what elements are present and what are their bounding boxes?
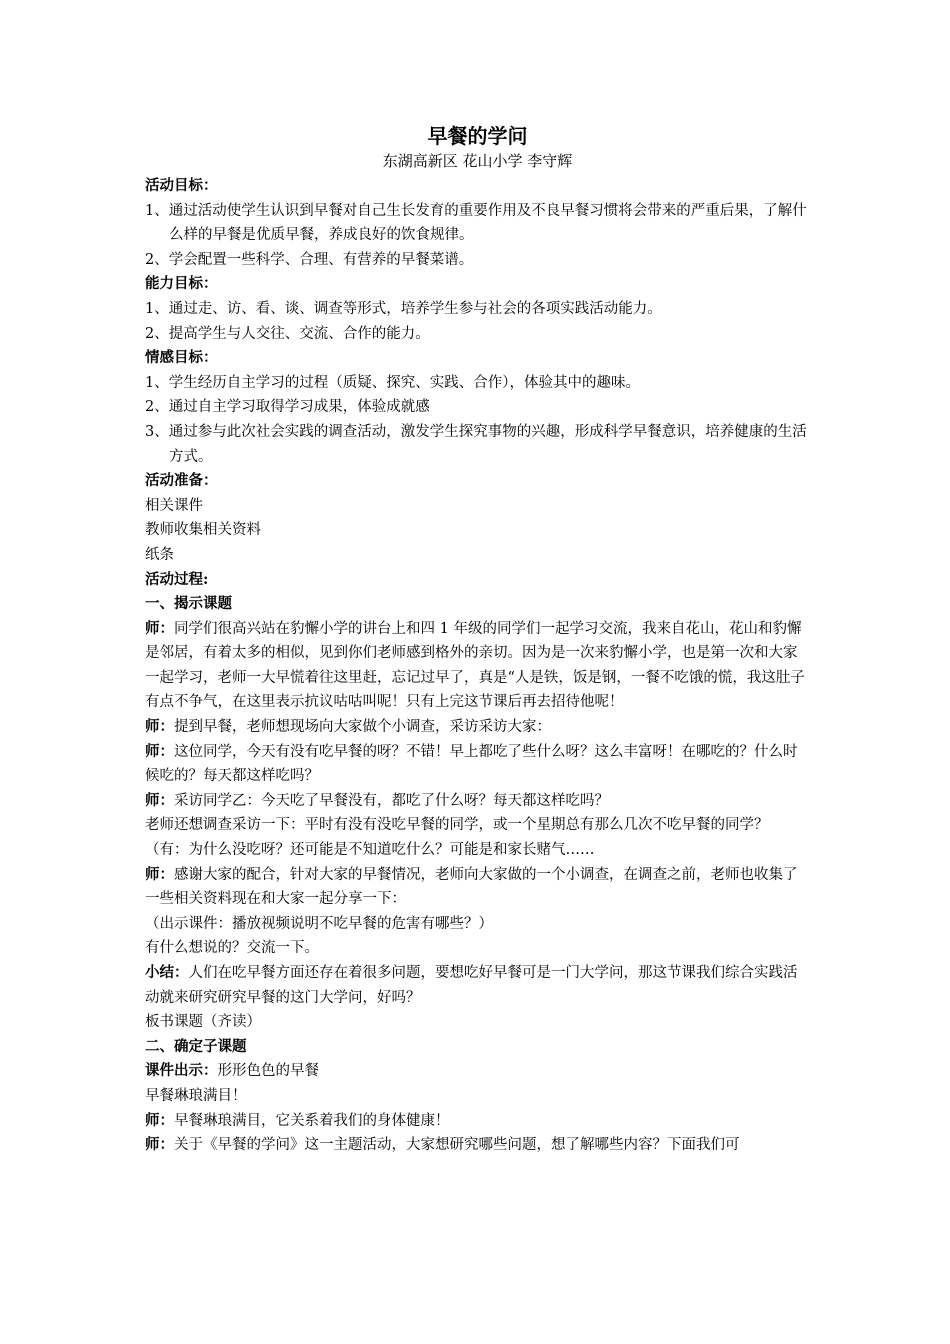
list-item: 2、通过自主学习取得学习成果，体验成就感 [145, 399, 430, 416]
heading-process: 活动过程: [145, 570, 209, 588]
paragraph [145, 715, 810, 740]
paragraph-text: 早餐琳琅满目，它关系着我们的身体健康！ [174, 1112, 450, 1129]
speaker-label: 师： [145, 1136, 174, 1154]
document-author: 东湖高新区 花山小学 李守辉 [382, 152, 573, 170]
list-item: 2、提高学生与人交往、交流、合作的能力。 [145, 325, 430, 342]
paragraph [145, 617, 810, 715]
paragraph [145, 961, 810, 1010]
list-item: 1、通过走、访、看、谈、调查等形式，培养学生参与社会的各项实践活动能力。 [145, 300, 662, 317]
paragraph [145, 863, 810, 912]
paragraph-text: 同学们很高兴站在豹懈小学的讲台上和四 1 年级的同学们一起学习交流，我来自花山，花山和豹懈是邻居，有着太多的相似，见到你们老师感到格外的亲切。因为是一次来豹懈小学，也是第一次和大家一起学习，老师一大早慌着往这里赶，忘记过早了，真是“人是铁，饭是钢，一餐不吃饿的慌，我这肚子有点不争气，在这里表示抗议咕咕叫呢！只有上完这节课后再去招待他呢！ [145, 620, 805, 711]
paragraph-text: 这位同学，今天有没有吃早餐的呀？不错！早上都吃了些什么呀？这么丰富呀！在哪吃的？什么时候吃的？每天都这样吃吗？ [145, 743, 798, 785]
speaker-label: 师： [145, 791, 174, 809]
paragraph-text: 人们在吃早餐方面还存在着很多问题，要想吃好早餐可是一门大学问，那这节课我们综合实践活动就来研究研究早餐的这门大学问，好吗？ [145, 965, 798, 1006]
paragraph [145, 1059, 810, 1084]
paragraph-text: 采访同学乙：今天吃了早餐没有，都吃了什么呀？每天都这样吃吗？ [174, 792, 609, 809]
paragraph: 教师收集相关资料 [145, 522, 261, 539]
paragraph: （出示课件：播放视频说明不吃早餐的危害有哪些？） [145, 915, 493, 932]
paragraph: 相关课件 [145, 497, 203, 514]
list-item: 2、学会配置一些科学、合理、有营养的早餐菜谱。 [145, 251, 474, 268]
paragraph: （有：为什么没吃呀？还可能是不知道吃什么？可能是和家长赌气…… [145, 842, 595, 859]
paragraph: 老师还想调查采访一下：平时有没有没吃早餐的同学，或一个星期总有那么几次不吃早餐的同学？ [145, 817, 769, 834]
list-item: 1、学生经历自主学习的过程（质疑、探究、实践、合作），体验其中的趣味。 [145, 374, 640, 391]
paragraph-text: 关于《早餐的学问》这一主题活动，大家想研究哪些问题，想了解哪些内容？下面我们可 [174, 1137, 740, 1154]
paragraph [145, 740, 810, 789]
summary-label: 小结： [145, 964, 189, 981]
heading-preparation: 活动准备： [145, 472, 218, 490]
speaker-label: 师： [145, 742, 174, 760]
heading-emotion-goal: 情感目标： [145, 349, 218, 367]
document-page [145, 122, 810, 1158]
speaker-label: 师： [145, 718, 174, 736]
heading-activity-goal: 活动目标： [145, 177, 218, 194]
heading-section-2: 二、确定子课题 [145, 1037, 247, 1055]
heading-ability-goal: 能力目标： [145, 275, 218, 293]
paragraph [145, 1109, 810, 1134]
speaker-label: 师： [145, 619, 174, 637]
paragraph-text: 提到早餐，老师想现场向大家做个小调查，采访采访大家： [174, 719, 551, 736]
list-item: 3、通过参与此次社会实践的调查活动，激发学生探究事物的兴趣，形成科学早餐意识，培养健康的生活方式。 [145, 423, 807, 465]
list-item: 1、通过活动使学生认识到早餐对自己生长发育的重要作用及不良早餐习惯将会带来的严重后果，了解什么样的早餐是优质早餐，养成良好的饮食规律。 [145, 202, 807, 244]
paragraph-text: 感谢大家的配合，针对大家的早餐情况，老师向大家做的一个小调查，在调查之前，老师也收集了一些相关资料现在和大家一起分享一下： [145, 866, 798, 908]
speaker-label: 师： [145, 865, 174, 883]
paragraph [145, 789, 810, 814]
paragraph: 板书课题（齐读） [145, 1014, 261, 1031]
paragraph: 纸条 [145, 546, 174, 563]
paragraph-text: 形形色色的早餐 [217, 1063, 319, 1080]
paragraph: 有什么想说的？交流一下。 [145, 940, 319, 957]
speaker-label: 师： [145, 1111, 174, 1129]
paragraph [145, 1133, 810, 1158]
paragraph: 早餐琳琅满目！ [145, 1087, 247, 1104]
courseware-label: 课件出示： [145, 1062, 218, 1080]
document-title: 早餐的学问 [427, 124, 528, 148]
heading-section-1: 一、揭示课题 [145, 595, 232, 613]
